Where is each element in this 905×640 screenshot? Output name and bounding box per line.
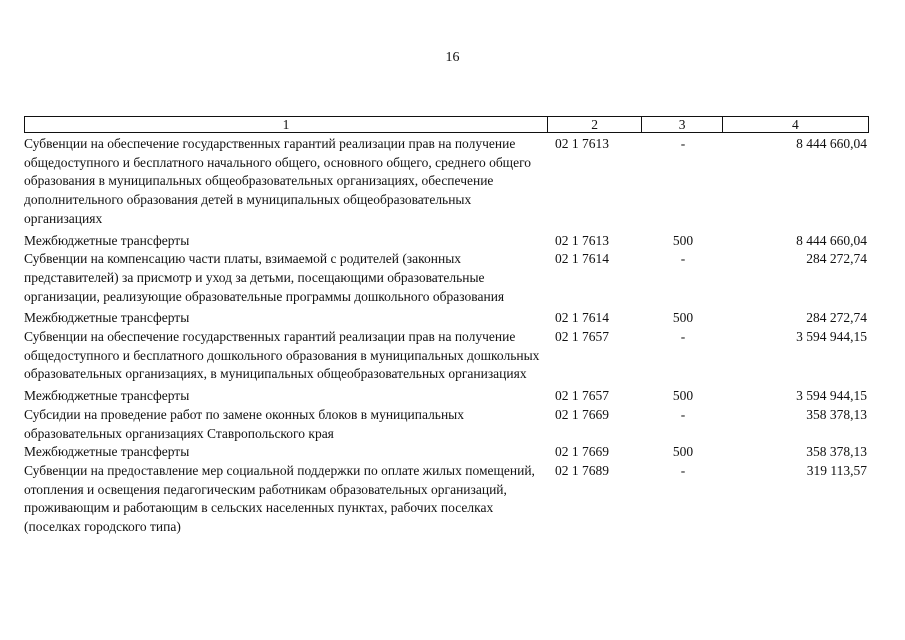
- row-type: -: [680, 329, 686, 345]
- column-header-3: 3: [642, 117, 723, 132]
- column-header-1: 1: [25, 117, 548, 132]
- column-header-4: 4: [792, 117, 799, 132]
- row-type: 500: [672, 232, 694, 248]
- row-name: Субсидии на проведение работ по замене оконных блоков в муниципальных образовательных организациях Ставропольского края: [24, 406, 465, 441]
- row-amount: 358 378,13: [806, 406, 867, 422]
- row-type: -: [680, 251, 686, 267]
- row-type: 500: [672, 444, 694, 460]
- page-number: 16: [445, 50, 460, 65]
- row-amount: 284 272,74: [806, 251, 867, 267]
- table-row: [24, 387, 869, 406]
- table-header: [24, 116, 869, 133]
- row-amount: 319 113,57: [806, 462, 867, 478]
- table-row: [24, 462, 869, 537]
- row-amount: 284 272,74: [806, 310, 867, 326]
- table-row: [24, 406, 869, 443]
- table-row: [24, 250, 869, 306]
- row-type: 500: [672, 310, 694, 326]
- row-name: Межбюджетные трансферты: [24, 388, 190, 404]
- row-name: Межбюджетные трансферты: [24, 310, 190, 326]
- row-amount: 8 444 660,04: [796, 136, 867, 151]
- row-type: 500: [672, 388, 694, 404]
- row-name: Субвенции на компенсацию части платы, взимаемой с родителей (законных представителей) за присмотр и уход за детьми, посещающими образовательные организации, реализующие образовательные программы дошкольного образования: [24, 251, 505, 304]
- table-row: [24, 232, 869, 251]
- row-type: -: [680, 406, 686, 422]
- row-code: 02 1 7613: [555, 136, 609, 151]
- table-row: [24, 309, 869, 328]
- row-type: -: [680, 462, 686, 478]
- table-row: [24, 328, 869, 384]
- row-code: 02 1 7614: [555, 251, 609, 267]
- row-amount: 3 594 944,15: [796, 329, 867, 345]
- row-code: 02 1 7613: [555, 232, 609, 248]
- row-name: Субвенции на обеспечение государственных гарантий реализации прав на получение общедоступного и бесплатного начального общего, основного общего, среднего общего образования в муниципальных общеобразовательных организациях, обеспечение дополнительного образования детей в муниципальных общеобразовательных организациях: [24, 136, 532, 226]
- table-row: [24, 135, 869, 229]
- table-body: [24, 135, 869, 537]
- row-code: 02 1 7669: [555, 406, 609, 422]
- row-code: 02 1 7614: [555, 310, 609, 326]
- row-code: 02 1 7657: [555, 329, 609, 345]
- row-code: 02 1 7689: [555, 462, 609, 478]
- row-amount: 8 444 660,04: [796, 232, 867, 248]
- row-code: 02 1 7669: [555, 444, 609, 460]
- table-row: [24, 443, 869, 462]
- column-header-2: 2: [548, 117, 642, 132]
- row-name: Межбюджетные трансферты: [24, 232, 190, 248]
- row-type: -: [680, 136, 686, 151]
- row-code: 02 1 7657: [555, 388, 609, 404]
- row-name: Межбюджетные трансферты: [24, 444, 190, 460]
- row-name: Субвенции на обеспечение государственных гарантий реализации прав на получение общедоступного и бесплатного дошкольного образования в муниципальных дошкольных образовательных организациях, в муниципальных общеобразовательных организациях: [24, 329, 540, 382]
- row-amount: 3 594 944,15: [796, 388, 867, 404]
- row-name: Субвенции на предоставление мер социальной поддержки по оплате жилых помещений, отопления и освещения педагогическим работникам образовательных организаций, проживающим и работающим в сельских населенных пунктах, рабочих поселках (поселках городского типа): [24, 462, 535, 535]
- row-amount: 358 378,13: [806, 444, 867, 460]
